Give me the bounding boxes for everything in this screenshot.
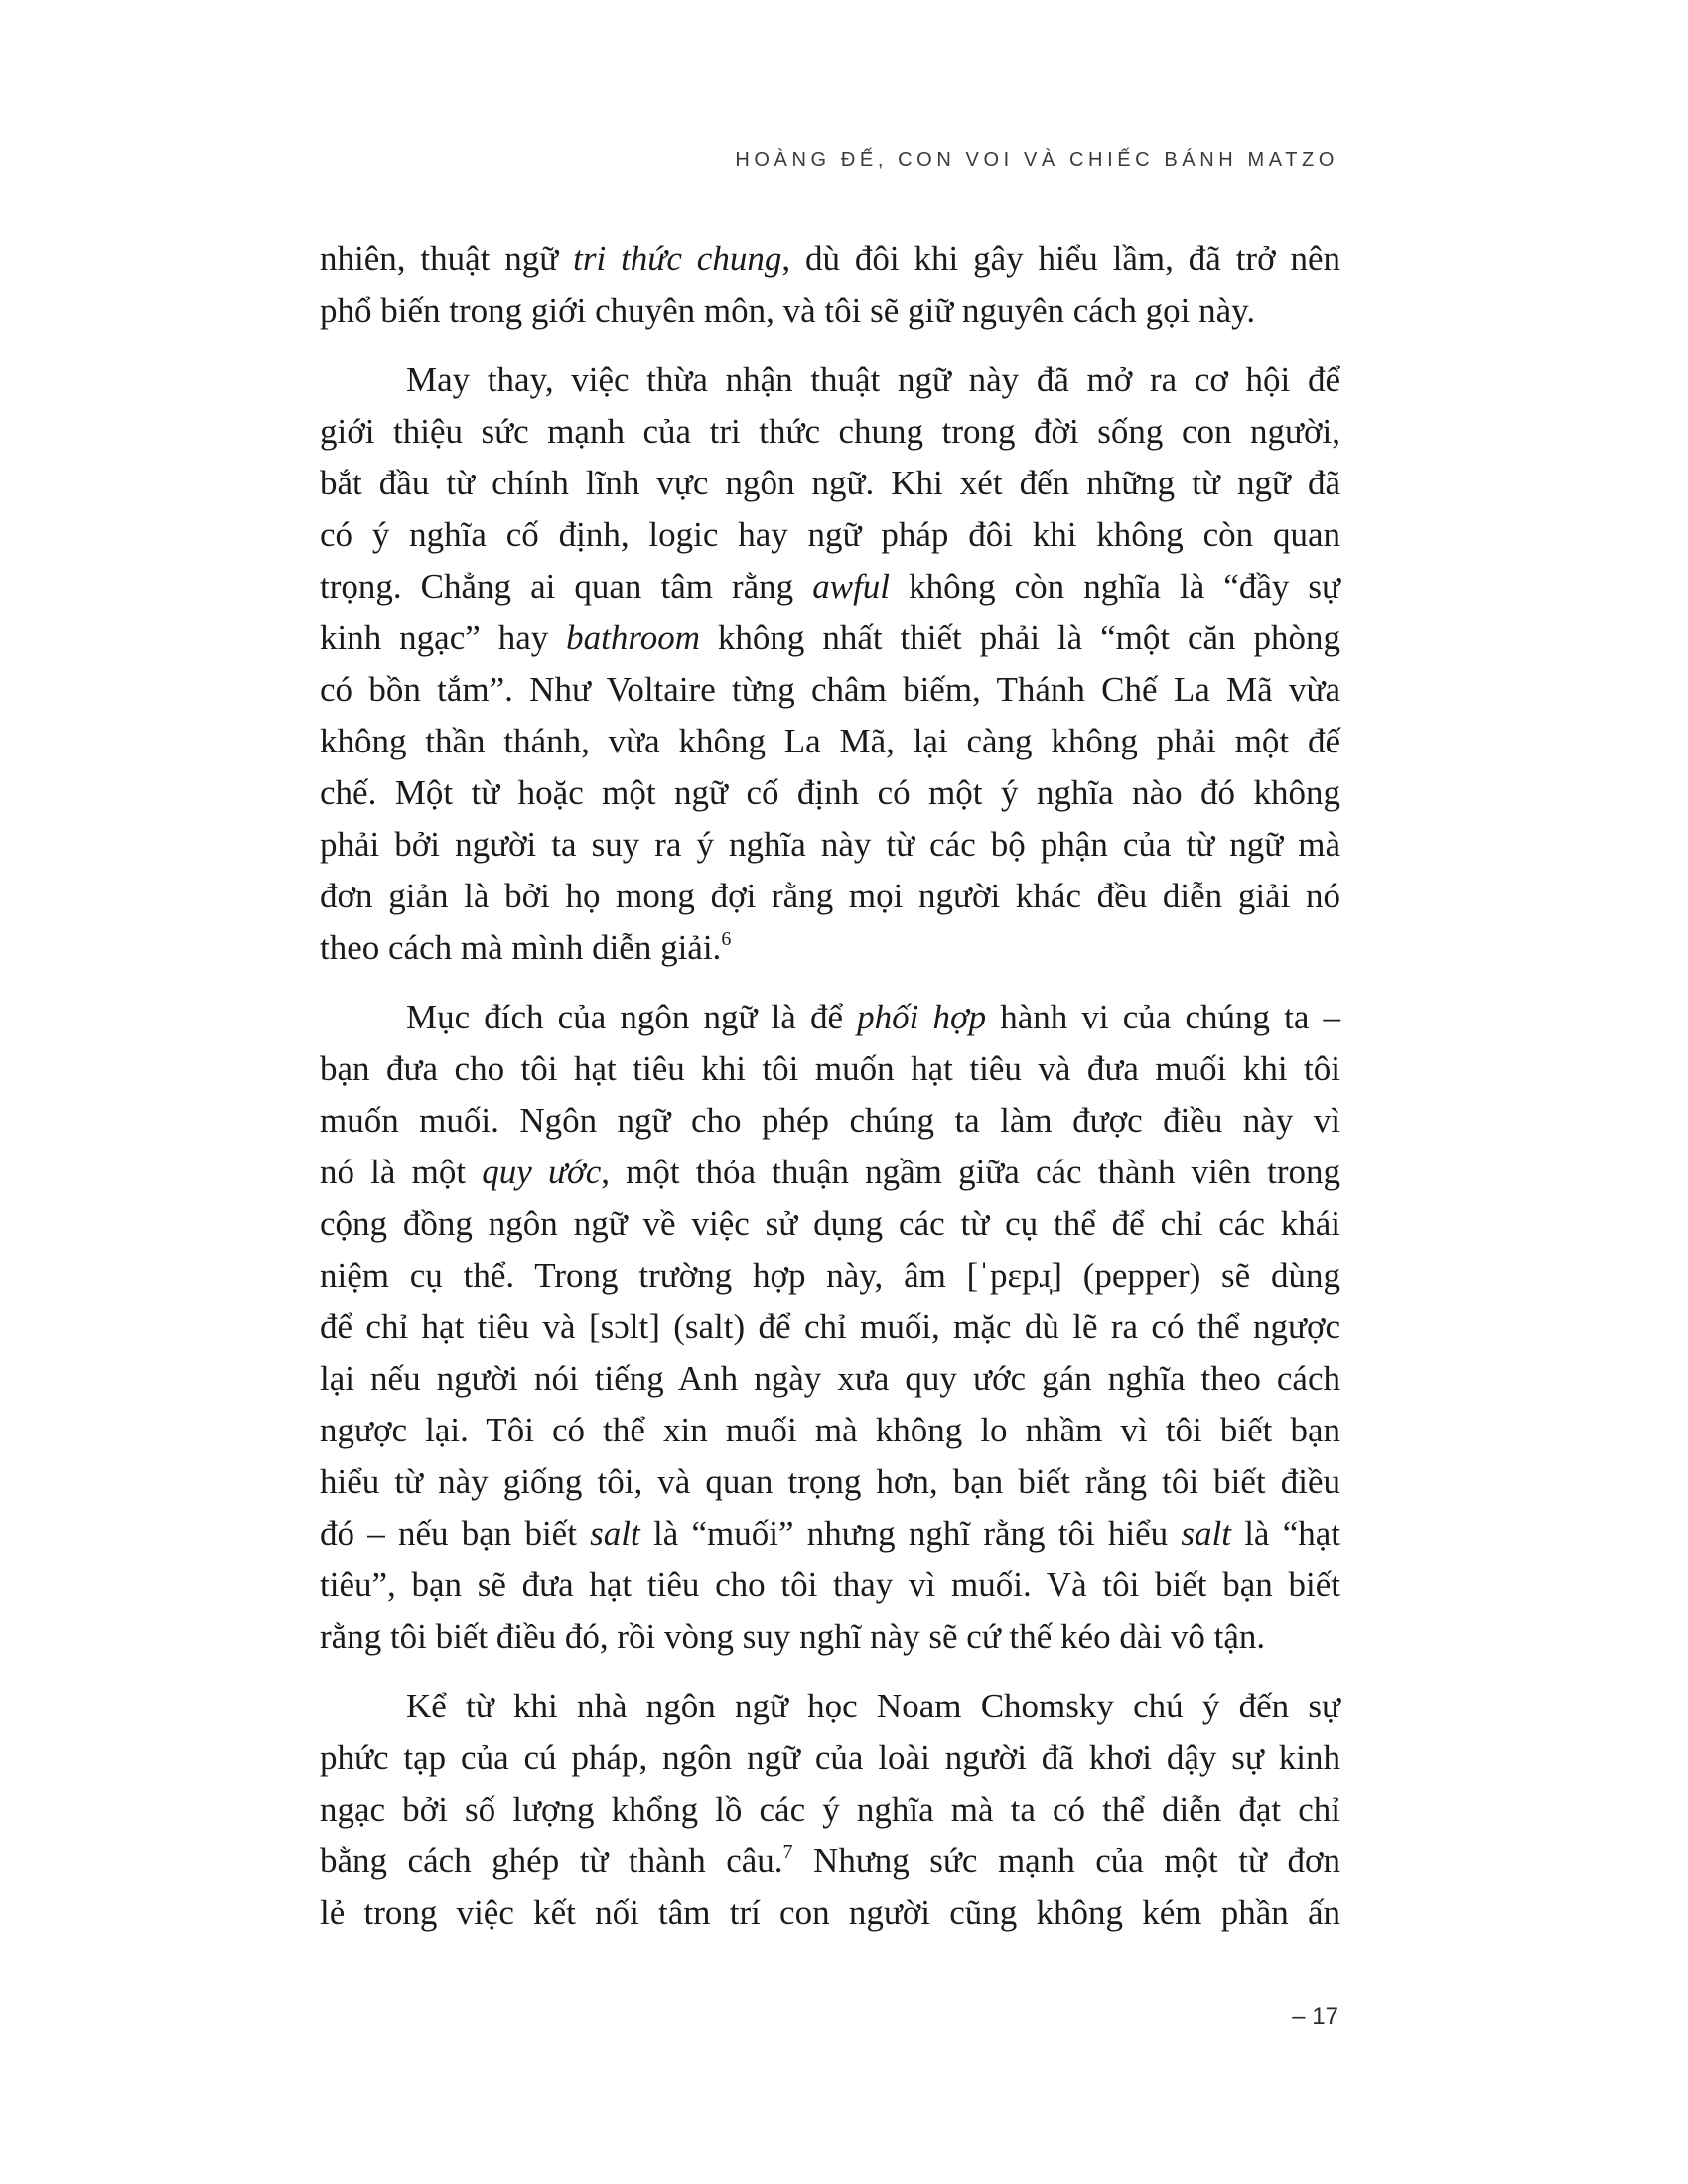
- text-line: [320, 767, 1340, 819]
- text-line: [320, 1405, 1340, 1456]
- text-run: là “muối” nhưng nghĩ rằng tôi hiểu: [639, 1514, 1182, 1553]
- text-line: [320, 1147, 1340, 1198]
- italic-term: awful: [812, 567, 891, 606]
- text-run: ngược lại. Tôi có thể xin muối mà không lo nhầm vì tôi biết bạn: [320, 1411, 1340, 1449]
- text-line: [320, 1353, 1340, 1405]
- italic-term: bathroom: [566, 618, 700, 657]
- text-line: [320, 1095, 1340, 1147]
- text-run: nhiên, thuật ngữ: [320, 239, 574, 278]
- paragraph: [320, 233, 1340, 337]
- text-line: [320, 458, 1340, 509]
- text-line: [320, 233, 1340, 285]
- text-line: [320, 871, 1340, 922]
- text-run: chế. Một từ hoặc một ngữ cố định có một ý nghĩa nào đó không: [320, 773, 1340, 812]
- text-line: [320, 1887, 1340, 1939]
- text-run: Mục đích của ngôn ngữ là để: [406, 998, 858, 1036]
- text-run: Kể từ khi nhà ngôn ngữ học Noam Chomsky chú ý đến sự: [406, 1687, 1340, 1725]
- text-run: lẻ trong việc kết nối tâm trí con người cũng không kém phần ấn: [320, 1893, 1340, 1932]
- text-line: [320, 285, 1340, 337]
- text-run: phổ biến trong giới chuyên môn, và tôi sẽ giữ nguyên cách gọi này.: [320, 291, 1256, 330]
- text-run: ngạc bởi số lượng khổng lồ các ý nghĩa mà ta có thể diễn đạt chỉ: [320, 1790, 1340, 1829]
- text-run: không còn nghĩa là “đầy sự: [890, 567, 1340, 606]
- text-run: kinh ngạc” hay: [320, 618, 567, 657]
- text-line: [320, 1456, 1340, 1508]
- text-run: hiểu từ này giống tôi, và quan trọng hơn, bạn biết rằng tôi biết điều: [320, 1462, 1340, 1501]
- text-line: [320, 819, 1340, 871]
- text-run: phải bởi người ta suy ra ý nghĩa này từ các bộ phận của từ ngữ mà: [320, 825, 1340, 864]
- text-line: [320, 1611, 1340, 1663]
- text-line: [320, 613, 1340, 664]
- text-line: [320, 716, 1340, 767]
- text-run: , một thỏa thuận ngầm giữa các thành viên trong: [601, 1153, 1340, 1191]
- italic-term: phối hợp: [857, 998, 987, 1036]
- footnote-ref: 6: [721, 928, 732, 950]
- italic-term: tri thức chung: [573, 239, 782, 278]
- text-run: để chỉ hạt tiêu và [sɔlt] (salt) để chỉ muối, mặc dù lẽ ra có thể ngược: [320, 1307, 1340, 1346]
- text-run: , dù đôi khi gây hiểu lầm, đã trở nên: [781, 239, 1341, 278]
- text-run: bằng cách ghép từ thành câu.: [320, 1842, 783, 1880]
- paragraph: [320, 1681, 1340, 1939]
- text-run: không nhất thiết phải là “một căn phòng: [700, 618, 1340, 657]
- text-line: [320, 354, 1340, 406]
- paragraph: [320, 992, 1340, 1663]
- text-line: [320, 1301, 1340, 1353]
- text-line: [320, 664, 1340, 716]
- text-run: không thần thánh, vừa không La Mã, lại càng không phải một đế: [320, 722, 1340, 760]
- text-run: có bồn tắm”. Như Voltaire từng châm biếm, Thánh Chế La Mã vừa: [320, 670, 1340, 709]
- text-run: là “hạt: [1230, 1514, 1340, 1553]
- text-run: Nhưng sức mạnh của một từ đơn: [792, 1842, 1340, 1880]
- italic-term: quy ước: [482, 1153, 602, 1191]
- text-run: bắt đầu từ chính lĩnh vực ngôn ngữ. Khi xét đến những từ ngữ đã: [320, 464, 1340, 502]
- text-line: [320, 992, 1340, 1043]
- text-run: nó là một: [320, 1153, 483, 1191]
- text-line: [320, 1198, 1340, 1250]
- text-line: [320, 1250, 1340, 1301]
- text-run: muốn muối. Ngôn ngữ cho phép chúng ta làm được điều này vì: [320, 1101, 1340, 1140]
- text-line: [320, 922, 1340, 974]
- text-run: phức tạp của cú pháp, ngôn ngữ của loài người đã khơi dậy sự kinh: [320, 1738, 1340, 1777]
- text-run: bạn đưa cho tôi hạt tiêu khi tôi muốn hạt tiêu và đưa muối khi tôi: [320, 1049, 1340, 1088]
- text-line: [320, 509, 1340, 561]
- italic-term: salt: [1181, 1514, 1231, 1553]
- text-line: [320, 1560, 1340, 1611]
- text-run: cộng đồng ngôn ngữ về việc sử dụng các từ cụ thể để chỉ các khái: [320, 1204, 1340, 1243]
- text-run: rằng tôi biết điều đó, rồi vòng suy nghĩ này sẽ cứ thế kéo dài vô tận.: [320, 1617, 1266, 1656]
- text-run: đó – nếu bạn biết: [320, 1514, 591, 1553]
- text-line: [320, 406, 1340, 458]
- body-text: [320, 233, 1340, 1957]
- text-run: trọng. Chẳng ai quan tâm rằng: [320, 567, 813, 606]
- text-run: đơn giản là bởi họ mong đợi rằng mọi người khác đều diễn giải nó: [320, 877, 1340, 915]
- text-run: hành vi của chúng ta –: [986, 998, 1340, 1036]
- text-line: [320, 1784, 1340, 1836]
- text-line: [320, 1681, 1340, 1732]
- text-run: tiêu”, bạn sẽ đưa hạt tiêu cho tôi thay vì muối. Và tôi biết bạn biết: [320, 1566, 1340, 1604]
- italic-term: salt: [590, 1514, 640, 1553]
- running-head: HOÀNG ĐẾ, CON VOI VÀ CHIẾC BÁNH MATZO: [735, 149, 1338, 171]
- paragraph: [320, 354, 1340, 974]
- text-run: lại nếu người nói tiếng Anh ngày xưa quy ước gán nghĩa theo cách: [320, 1359, 1340, 1398]
- text-line: [320, 1508, 1340, 1560]
- text-run: giới thiệu sức mạnh của tri thức chung trong đời sống con người,: [320, 412, 1340, 451]
- page-number: – 17: [1292, 2003, 1338, 2030]
- text-line: [320, 1043, 1340, 1095]
- text-line: [320, 1836, 1340, 1887]
- text-run: có ý nghĩa cố định, logic hay ngữ pháp đôi khi không còn quan: [320, 515, 1340, 554]
- text-run: May thay, việc thừa nhận thuật ngữ này đã mở ra cơ hội để: [406, 360, 1340, 399]
- text-line: [320, 1732, 1340, 1784]
- text-run: theo cách mà mình diễn giải.: [320, 928, 722, 967]
- footnote-ref: 7: [782, 1842, 793, 1863]
- text-run: niệm cụ thể. Trong trường hợp này, âm [ˈpɛpɹ̩] (pepper) sẽ dùng: [320, 1256, 1340, 1295]
- text-line: [320, 561, 1340, 613]
